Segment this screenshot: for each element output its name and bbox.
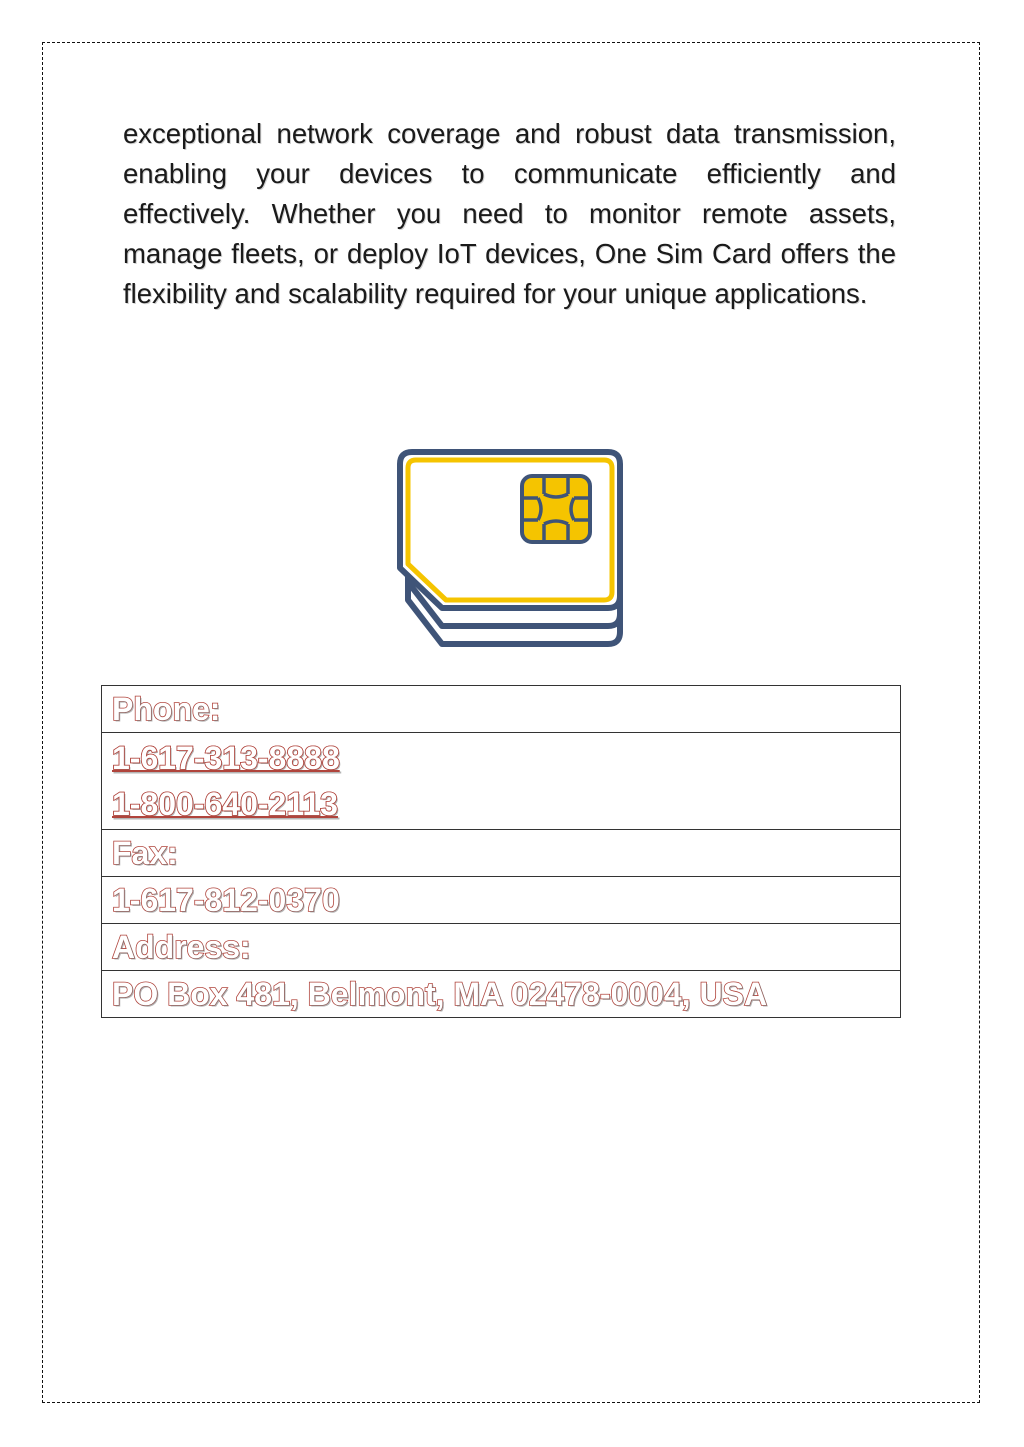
phone-numbers-row — [102, 733, 901, 830]
fax-number: 1-617-812-0370 — [102, 877, 901, 924]
sim-card-stack-icon — [394, 448, 626, 650]
body-paragraph: exceptional network coverage and robust data transmission, enabling your devices to communicate efficiently and effectively. Whether you need to monitor remote assets, manage fleets, or deploy IoT devices, One Sim Card offers the flexibility and scalability required for your unique applications. — [123, 118, 896, 309]
address-label: Address: — [102, 924, 901, 971]
phone-link-primary[interactable]: 1-617-313-8888 — [112, 740, 340, 776]
phone-label: Phone: — [102, 686, 901, 733]
sim-chip-icon — [522, 476, 590, 542]
phone-label-row — [102, 686, 901, 733]
fax-label-row — [102, 830, 901, 877]
fax-label: Fax: — [102, 830, 901, 877]
contact-table — [101, 685, 901, 1018]
address-value: PO Box 481, Belmont, MA 02478-0004, USA — [102, 971, 901, 1018]
address-row — [102, 971, 901, 1018]
fax-number-row — [102, 877, 901, 924]
phone-link-secondary[interactable]: 1-800-640-2113 — [112, 786, 338, 822]
address-label-row — [102, 924, 901, 971]
